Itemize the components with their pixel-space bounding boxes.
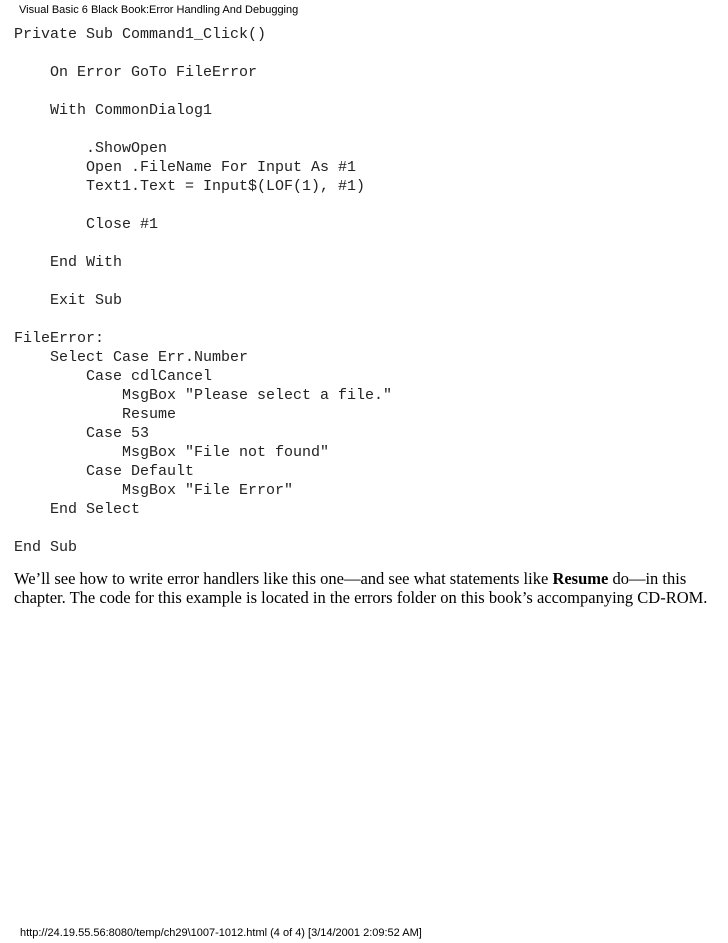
code-line: Case cdlCancel	[14, 368, 213, 385]
code-line: Private Sub Command1_Click()	[14, 26, 267, 43]
code-line	[14, 82, 392, 101]
code-line: Case 53	[14, 425, 150, 442]
code-line	[14, 44, 392, 63]
code-line: Open .FileName For Input As #1	[14, 159, 357, 176]
code-listing	[14, 25, 392, 557]
code-line	[14, 196, 392, 215]
code-line	[14, 519, 392, 538]
code-line: On Error GoTo FileError	[14, 64, 258, 81]
code-line	[14, 234, 392, 253]
page-footer-source: http://24.19.55.56:8080/temp/ch29\1007-1012.html (4 of 4) [3/14/2001 2:09:52 AM]	[20, 927, 422, 939]
code-line: Exit Sub	[14, 292, 123, 309]
code-line	[14, 272, 392, 291]
body-paragraph	[14, 569, 714, 607]
code-line: MsgBox "File not found"	[14, 444, 330, 461]
code-line: Resume	[14, 406, 177, 423]
code-line: End Sub	[14, 539, 78, 556]
body-emphasis-resume: Resume	[552, 569, 609, 588]
body-text-after: do—in this chapter. The code for this example is located in the errors folder on this book’s accompanying CD-ROM.	[14, 569, 708, 607]
code-line: Text1.Text = Input$(LOF(1), #1)	[14, 178, 366, 195]
code-line	[14, 120, 392, 139]
code-line: FileError:	[14, 330, 105, 347]
code-line: Case Default	[14, 463, 195, 480]
code-line: MsgBox "File Error"	[14, 482, 294, 499]
code-line: End With	[14, 254, 123, 271]
code-line: With CommonDialog1	[14, 102, 213, 119]
code-line: Select Case Err.Number	[14, 349, 249, 366]
code-line	[14, 310, 392, 329]
code-line: Close #1	[14, 216, 159, 233]
code-line: End Select	[14, 501, 141, 518]
code-line: .ShowOpen	[14, 140, 168, 157]
body-text-before: We’ll see how to write error handlers like this one—and see what statements like	[14, 569, 553, 588]
page-header-title: Visual Basic 6 Black Book:Error Handling And Debugging	[19, 4, 299, 16]
code-line: MsgBox "Please select a file."	[14, 387, 393, 404]
